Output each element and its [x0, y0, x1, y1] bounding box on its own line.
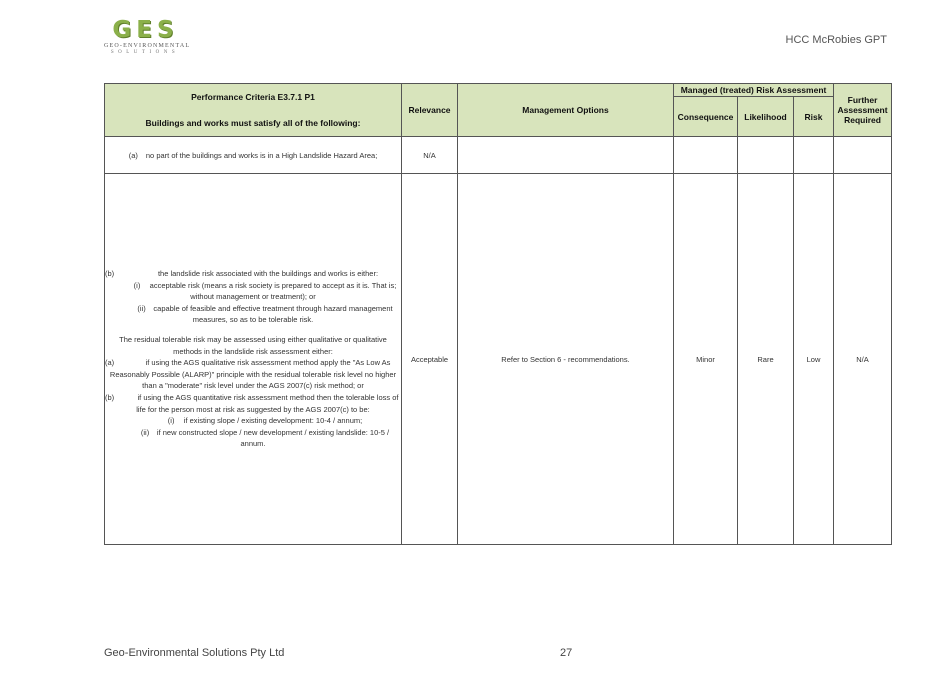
logo-letter-e: E [136, 17, 153, 43]
likelihood-header: Likelihood [738, 97, 794, 137]
page-number: 27 [560, 647, 573, 659]
further-assessment-header: Further Assessment Required [834, 84, 892, 137]
criteria-text: if existing slope / existing development: 10-4 / annum; [183, 416, 363, 426]
criteria-cell [105, 174, 402, 545]
consequence-header: Consequence [674, 97, 738, 137]
criteria-text: if using the AGS qualitative risk assessment method apply the "As Low As Reasonably Possible (ALARP)" principle with the residual tolerable risk level no higher than a "moderate" risk level under the AGS 2007(c) risk method; or [109, 358, 397, 391]
criteria-header-subtitle: Buildings and works must satisfy all of the following: [145, 118, 361, 128]
criteria-text: if new constructed slope / new development / existing landslide: 10-5 / annum. [156, 427, 390, 449]
item-label: (b) [105, 269, 115, 279]
logo-letter-g: G [112, 17, 132, 43]
criteria-paragraph: The residual tolerable risk may be assessed using either qualitative or qualitative methods in the landslide risk assessment either: [119, 335, 387, 356]
criteria-line [105, 280, 401, 303]
criteria-text: the landslide risk associated with the buildings and works is either: [157, 269, 379, 279]
criteria-text: capable of feasible and effective treatment through hazard management measures, so as to be tolerable risk. [153, 303, 393, 325]
management-options-header: Management Options [458, 84, 674, 137]
logo-subtitle-2: SOLUTIONS [110, 50, 180, 55]
company-logo [104, 18, 196, 55]
criteria-line [105, 427, 401, 450]
criteria-text: if using the AGS quantitative risk assessment method then the tolerable loss of life for the person most at risk as suggested by the AGS 2007(c) to be: [136, 392, 399, 414]
criteria-text: acceptable risk (means a risk society is prepared to accept as it is. That is; without management or treatment); or [149, 280, 397, 302]
criteria-text: no part of the buildings and works is in a High Landslide Hazard Area; [145, 150, 378, 160]
management-cell: Refer to Section 6 - recommendations. [458, 174, 674, 545]
criteria-line [105, 415, 401, 427]
performance-criteria-table [104, 83, 892, 545]
item-label: (i) [133, 280, 141, 290]
item-label: (a) [128, 150, 138, 160]
table-row [105, 174, 892, 545]
logo-letters [104, 18, 182, 42]
risk-cell [794, 137, 834, 174]
relevance-cell: N/A [402, 137, 458, 174]
criteria-header [105, 84, 402, 137]
risk-cell: Low [794, 174, 834, 545]
likelihood-cell: Rare [738, 174, 794, 545]
item-label: (ii) [140, 427, 150, 437]
project-title: HCC McRobies GPT [785, 34, 887, 46]
criteria-line [105, 357, 401, 392]
criteria-cell [105, 137, 402, 174]
criteria-header-title: Performance Criteria E3.7.1 P1 [191, 92, 315, 102]
item-label: (ii) [137, 303, 146, 313]
relevance-header: Relevance [402, 84, 458, 137]
criteria-line [105, 392, 401, 415]
consequence-cell [674, 137, 738, 174]
table-row [105, 137, 892, 174]
item-label: (a) [105, 358, 115, 368]
criteria-line [105, 303, 401, 326]
likelihood-cell [738, 137, 794, 174]
criteria-line [105, 268, 401, 280]
managed-risk-header: Managed (treated) Risk Assessment [674, 84, 834, 97]
item-label: (b) [105, 392, 115, 402]
relevance-cell: Acceptable [402, 174, 458, 545]
item-label: (i) [167, 416, 175, 426]
consequence-cell: Minor [674, 174, 738, 545]
footer-company: Geo-Environmental Solutions Pty Ltd [104, 647, 285, 659]
risk-header: Risk [794, 97, 834, 137]
further-assessment-cell: N/A [834, 174, 892, 545]
management-cell [458, 137, 674, 174]
further-assessment-cell [834, 137, 892, 174]
logo-subtitle-1: GEO-ENVIRONMENTAL [104, 43, 191, 49]
logo-letter-s: S [157, 17, 174, 43]
